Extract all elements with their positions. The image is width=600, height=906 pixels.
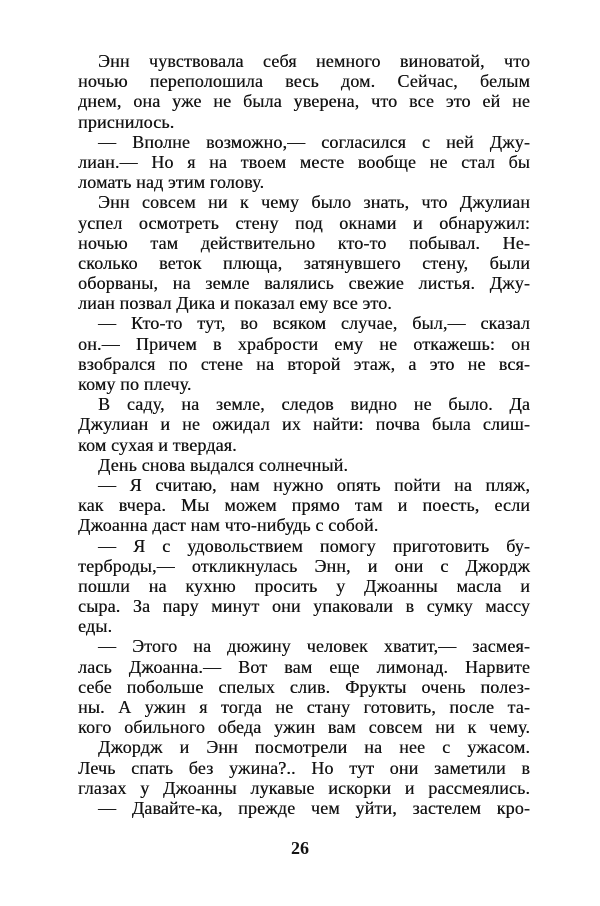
text-line: Энн чувствовала себя немного виноватой, что	[98, 51, 530, 71]
text-line: — Этого на дюжину человек хватит,— засмея-	[98, 636, 530, 657]
text-line: ломать над этим голову.	[78, 172, 265, 193]
page-number: 26	[291, 838, 309, 858]
paragraph	[78, 394, 530, 455]
text-line: В саду, на земле, следов видно не было. Да	[98, 394, 530, 415]
text-line: себе побольше спелых слив. Фрукты очень полез-	[78, 676, 530, 697]
text-line: — Вполне возможно,— согласился с ней Джу-	[98, 131, 530, 152]
paragraph	[78, 536, 530, 637]
text-line: Джоанна даст нам что-нибудь с собой.	[78, 515, 379, 536]
paragraph	[78, 132, 530, 193]
text-line: ком сухая и твердая.	[78, 434, 237, 455]
text-line: пошли на кухню просить у Джоанны масла и	[78, 575, 530, 596]
text-line: — Я с удовольствием помогу приготовить бу-	[98, 535, 530, 556]
text-line: кому по плечу.	[78, 374, 192, 394]
text-line: — Кто-то тут, во всяком случае, был,— сказал	[98, 313, 530, 334]
text-line: лиан позвал Дика и показал ему все это.	[78, 293, 392, 314]
text-line: ны. А ужин я тогда не стану готовить, после та-	[78, 697, 530, 717]
text-line: днем, она уже не была уверена, что все это ей не	[78, 91, 530, 112]
text-line: День снова выдался солнечный.	[98, 454, 349, 475]
paragraph	[78, 798, 530, 818]
text-line: Джулиан и не ожидал их найти: почва была слиш-	[78, 414, 530, 435]
text-line: ночью там действительно кто-то побывал. Не-	[78, 232, 530, 253]
text-line: лась Джоанна.— Вот вам еще лимонад. Нарвите	[78, 656, 530, 677]
paragraph	[78, 475, 530, 536]
text-line: Джордж и Энн посмотрели на нее с ужасом.	[98, 737, 530, 758]
text-line: Лечь спать без ужина?.. Но тут они заметили в	[78, 757, 530, 778]
text-line: Энн совсем ни к чему было знать, что Джулиан	[98, 192, 530, 213]
text-line: терброды,— откликнулась Энн, и они с Джордж	[78, 555, 530, 576]
paragraph	[78, 192, 530, 313]
paragraph	[78, 313, 530, 394]
text-line: лиан.— Но я на твоем месте вообще не стал бы	[78, 151, 530, 172]
text-line: оборваны, на земле валялись свежие листья. Джу-	[78, 273, 530, 294]
text-line: как вчера. Мы можем прямо там и поесть, если	[78, 495, 530, 516]
paragraph	[78, 51, 530, 132]
paragraph	[78, 636, 530, 737]
text-line: глазах у Джоанны лукавые искорки и рассмеялись.	[78, 777, 530, 798]
text-line: еды.	[78, 616, 113, 637]
text-line: кого обильного обеда ужин вам совсем ни к чему.	[78, 717, 530, 738]
text-line: сыра. За пару минут они упаковали в сумку массу	[78, 596, 530, 617]
text-line: успел осмотреть стену под окнами и обнаружил:	[78, 212, 530, 233]
text-line: ночью переполошила весь дом. Сейчас, белым	[78, 71, 530, 92]
text-line: взобрался по стене на второй этаж, а это не вся-	[78, 353, 530, 374]
text-line: приснилось.	[78, 111, 175, 132]
text-line: он.— Причем в храбрости ему не откажешь: он	[78, 333, 530, 354]
text-line: сколько веток плюща, затянувшего стену, были	[78, 252, 530, 273]
paragraph	[78, 455, 530, 475]
text-line: — Я считаю, нам нужно опять пойти на пляж,	[98, 474, 530, 495]
paragraph	[78, 737, 530, 798]
page-body	[78, 51, 530, 818]
text-line: — Давайте-ка, прежде чем уйти, застелем кро-	[98, 797, 530, 818]
